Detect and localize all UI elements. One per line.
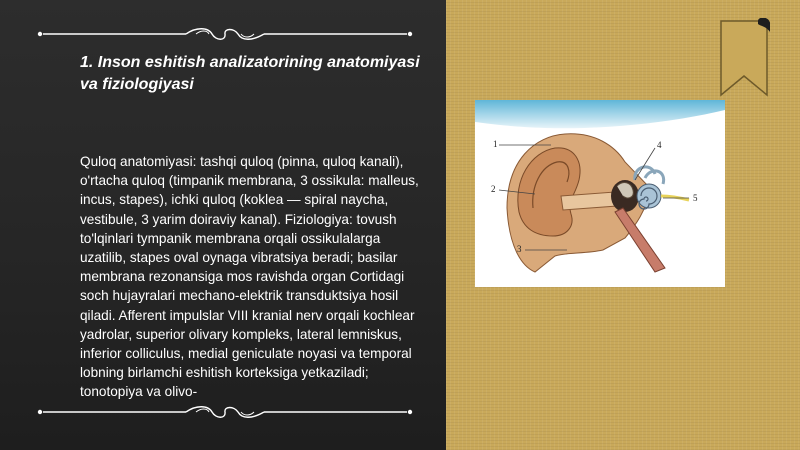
ornament-divider-bottom	[36, 404, 414, 420]
ornament-divider-top	[36, 26, 414, 42]
figure-label-2: 2	[491, 184, 496, 194]
ear-anatomy-illustration	[475, 100, 725, 287]
figure-label-4: 4	[657, 140, 662, 150]
figure-label-3: 3	[517, 244, 522, 254]
bookmark-ribbon-icon	[718, 18, 770, 98]
figure-label-5: 5	[693, 193, 698, 203]
figure-label-1: 1	[493, 139, 498, 149]
slide-body-text: Quloq anatomiyasi: tashqi quloq (pinna, quloq kanali), o'rtacha quloq (timpanik membrana, 3 ossikula: malleus, incus, stapes), ichki quloq (koklea — spiral naycha, vestibule, 3 yarim doiraviy kanal). Fiziologiya: tovush to'lqinlari tympanik membrana orqali ossikulalarga uzatilib, stapes oval oynaga vibratsiya beradi; basilar membrana rezonansiga mos ravishda organ Cortidagi soch hujayralari mechano-elektrik transduktsiya hosil qiladi. Afferent impulslar VIII kranial nerv orqali kochlear yadrolar, superior olivary kompleks, lateral lemniskus, inferior colliculus, medial geniculate noyasi va temporal lobning birlamchi eshitish korteksiga yetkaziladi; tonotopiya va olivo-	[80, 154, 419, 400]
slide-title: 1. Inson eshitish analizatorining anatomiyasi va fiziologiyasi	[80, 54, 420, 93]
